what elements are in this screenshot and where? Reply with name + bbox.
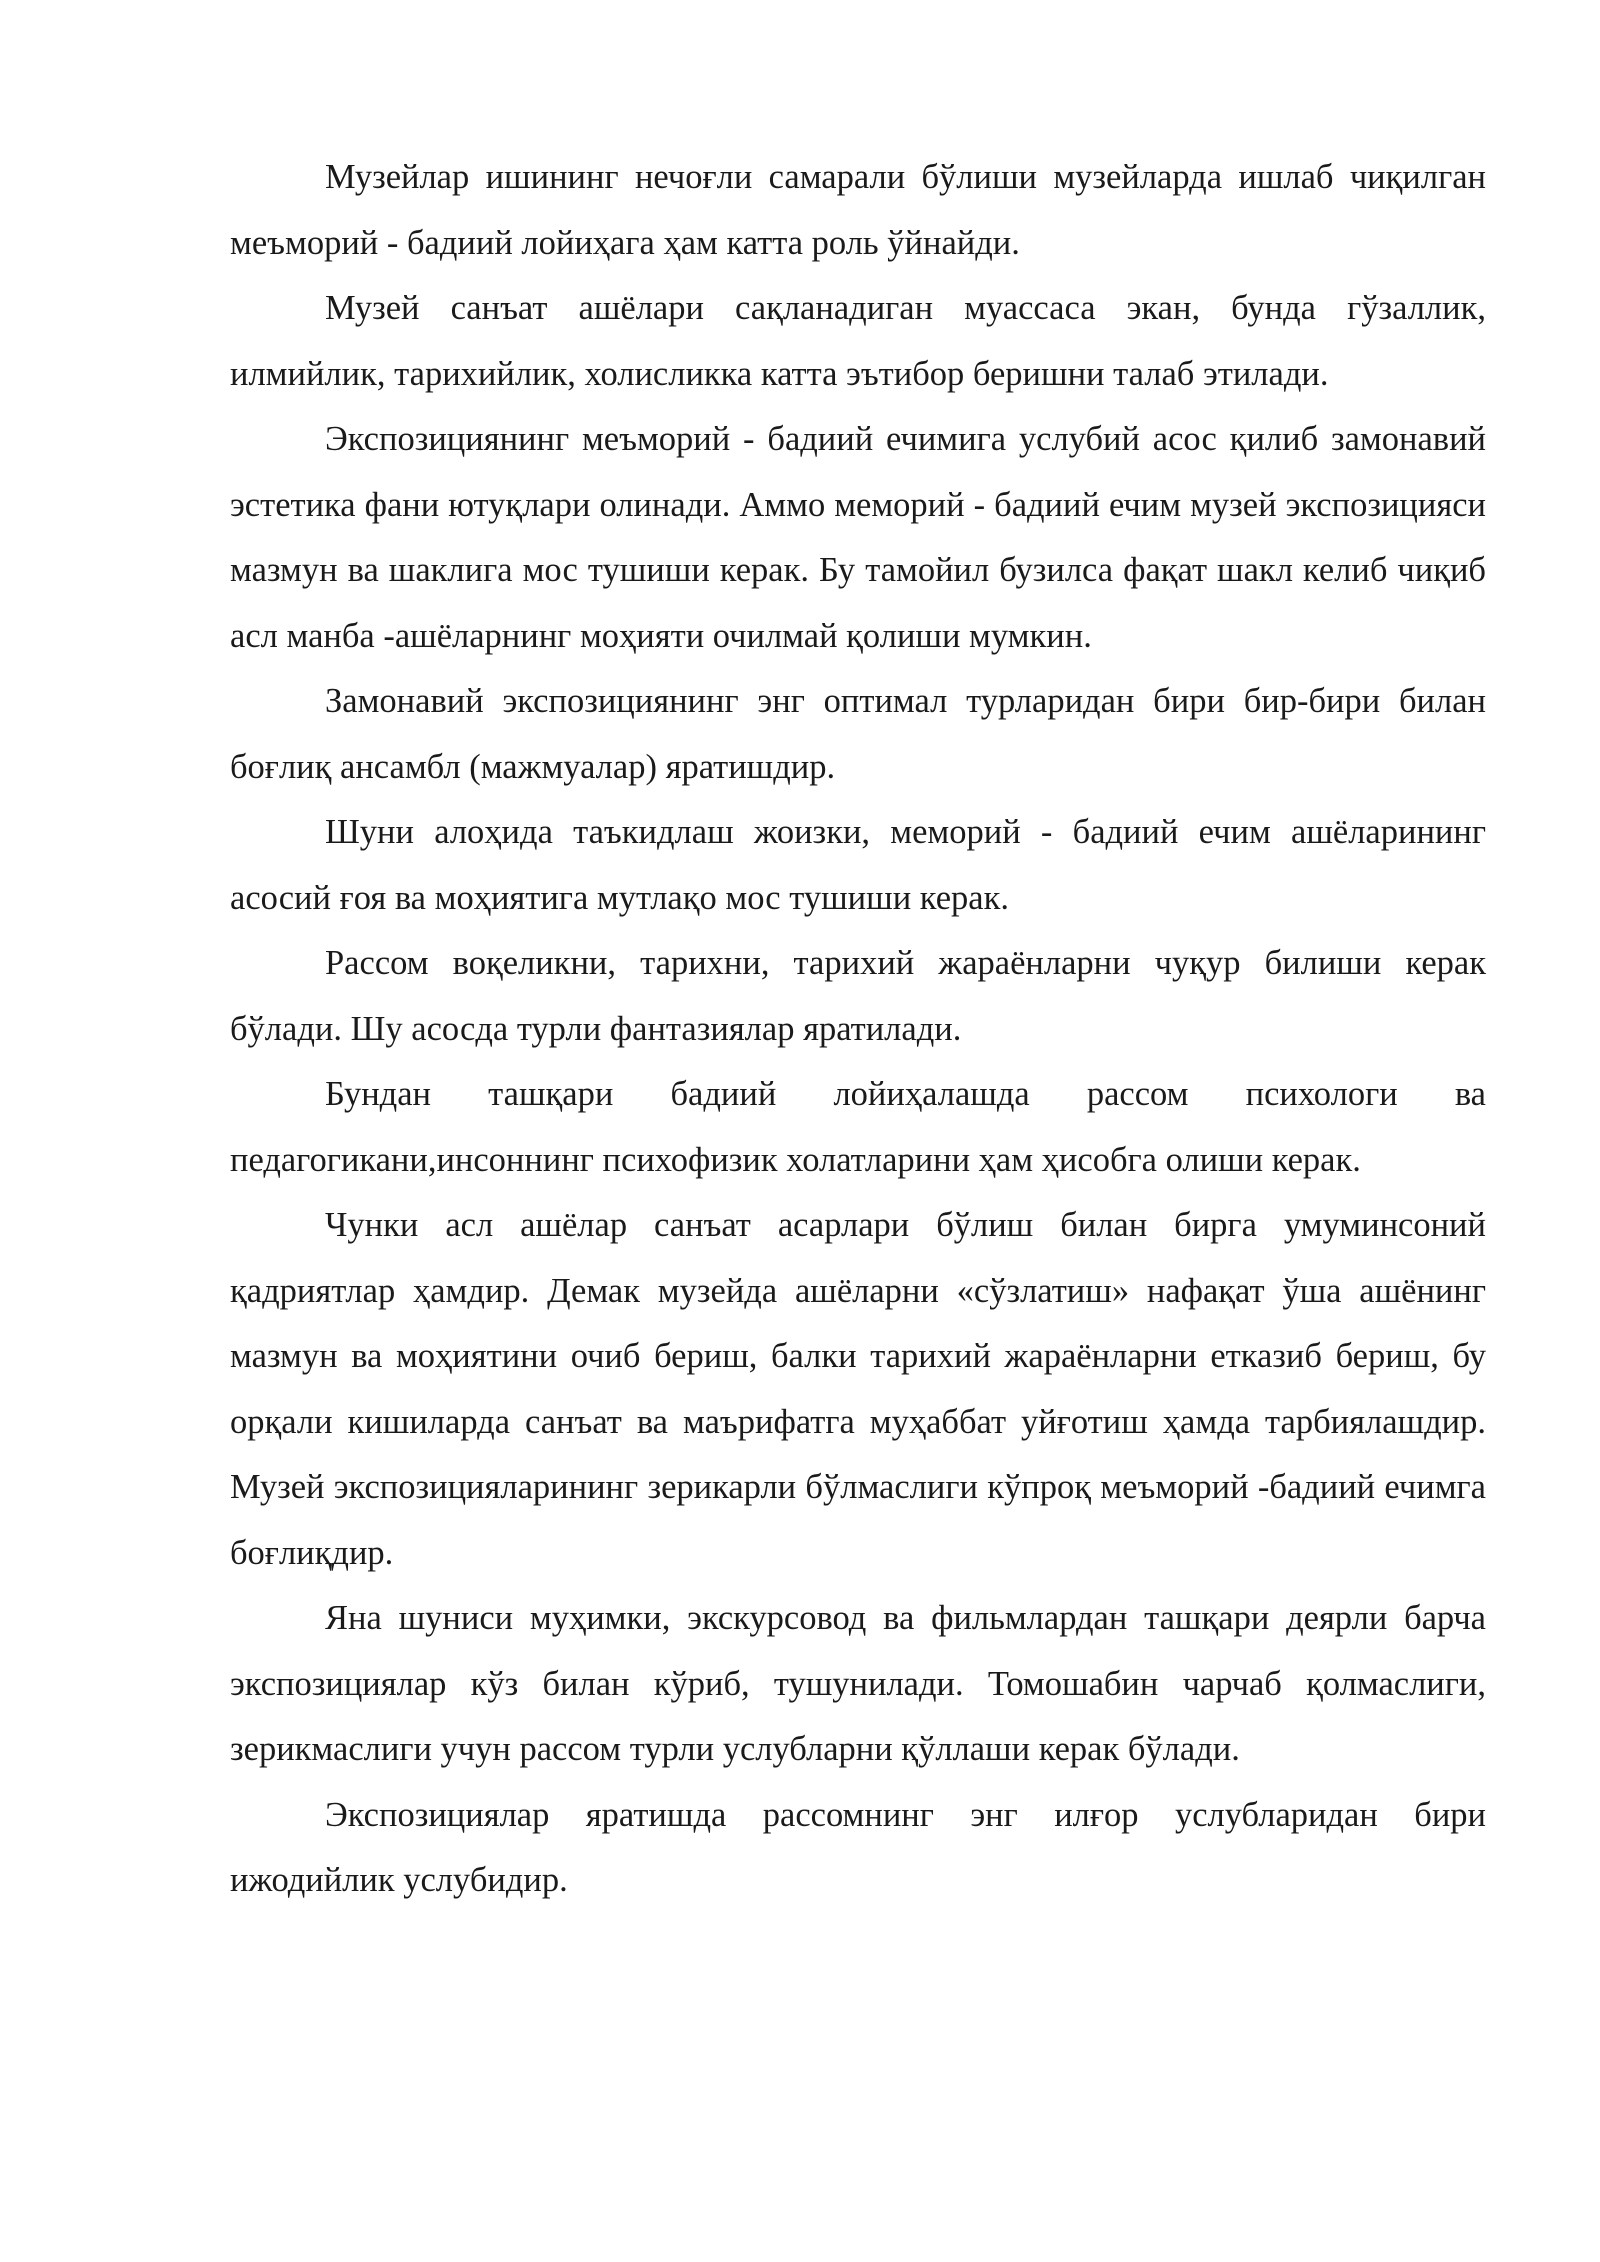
paragraph-6: Рассом воқеликни, тарихни, тарихий жараёнларни чуқур билиши керак бўлади. Шу асосда турли фантазиялар яратилади. <box>230 944 1486 1048</box>
paragraph-3: Экспозициянинг меъморий - бадиий ечимига услубий асос қилиб замонавий эстетика фани ютуқлари олинади. Аммо меморий - бадиий ечим музей экспозицияси мазмун ва шаклига мос тушиши керак. Бу тамойил бузилса фақат шакл келиб чиқиб асл манба -ашёларнинг моҳияти очилмай қолиши мумкин. <box>230 420 1486 655</box>
paragraph-9: Яна шуниси муҳимки, экскурсовод ва фильмлардан ташқари деярли барча экспозициялар кўз билан кўриб, тушунилади. Томошабин чарчаб қолмаслиги, зерикмаслиги учун рассом турли услубларни қўллаши керак бўлади. <box>230 1599 1486 1768</box>
paragraph-2: Музей санъат ашёлари сақланадиган муассаса экан, бунда гўзаллик, илмийлик, тарихийлик, холисликка катта эътибор беришни талаб этилади. <box>230 289 1486 393</box>
paragraph-7: Бундан ташқари бадиий лойиҳалашда рассом психологи ва педагогикани,инсоннинг психофизик холатларини ҳам ҳисобга олиши керак. <box>230 1075 1486 1179</box>
paragraph-1: Музейлар ишининг нечоғли самарали бўлиши музейларда ишлаб чиқилган меъморий - бадиий лойиҳага ҳам катта роль ўйнайди. <box>230 158 1486 262</box>
paragraph-4: Замонавий экспозициянинг энг оптимал турларидан бири бир-бири билан боғлиқ ансамбл (мажмуалар) яратишдир. <box>230 682 1486 786</box>
paragraph-10: Экспозициялар яратишда рассомнинг энг илғор услубларидан бири ижодийлик услубидир. <box>230 1795 1486 1899</box>
paragraph-5: Шуни алоҳида таъкидлаш жоизки, меморий - бадиий ечим ашёларининг асосий ғоя ва моҳиятига мутлақо мос тушиши керак. <box>230 813 1486 917</box>
paragraph-8: Чунки асл ашёлар санъат асарлари бўлиш билан бирга умуминсоний қадриятлар ҳамдир. Демак музейда ашёларни «сўзлатиш» нафақат ўша ашёнинг мазмун ва моҳиятини очиб бериш, балки тарихий жараёнларни етказиб бериш, бу орқали кишиларда санъат ва маърифатга муҳаббат уйғотиш ҳамда тарбиялашдир. Музей экспозицияларининг зерикарли бўлмаслиги кўпроқ меъморий -бадиий ечимга боғлиқдир. <box>230 1206 1486 1572</box>
document-page <box>230 145 1486 1914</box>
